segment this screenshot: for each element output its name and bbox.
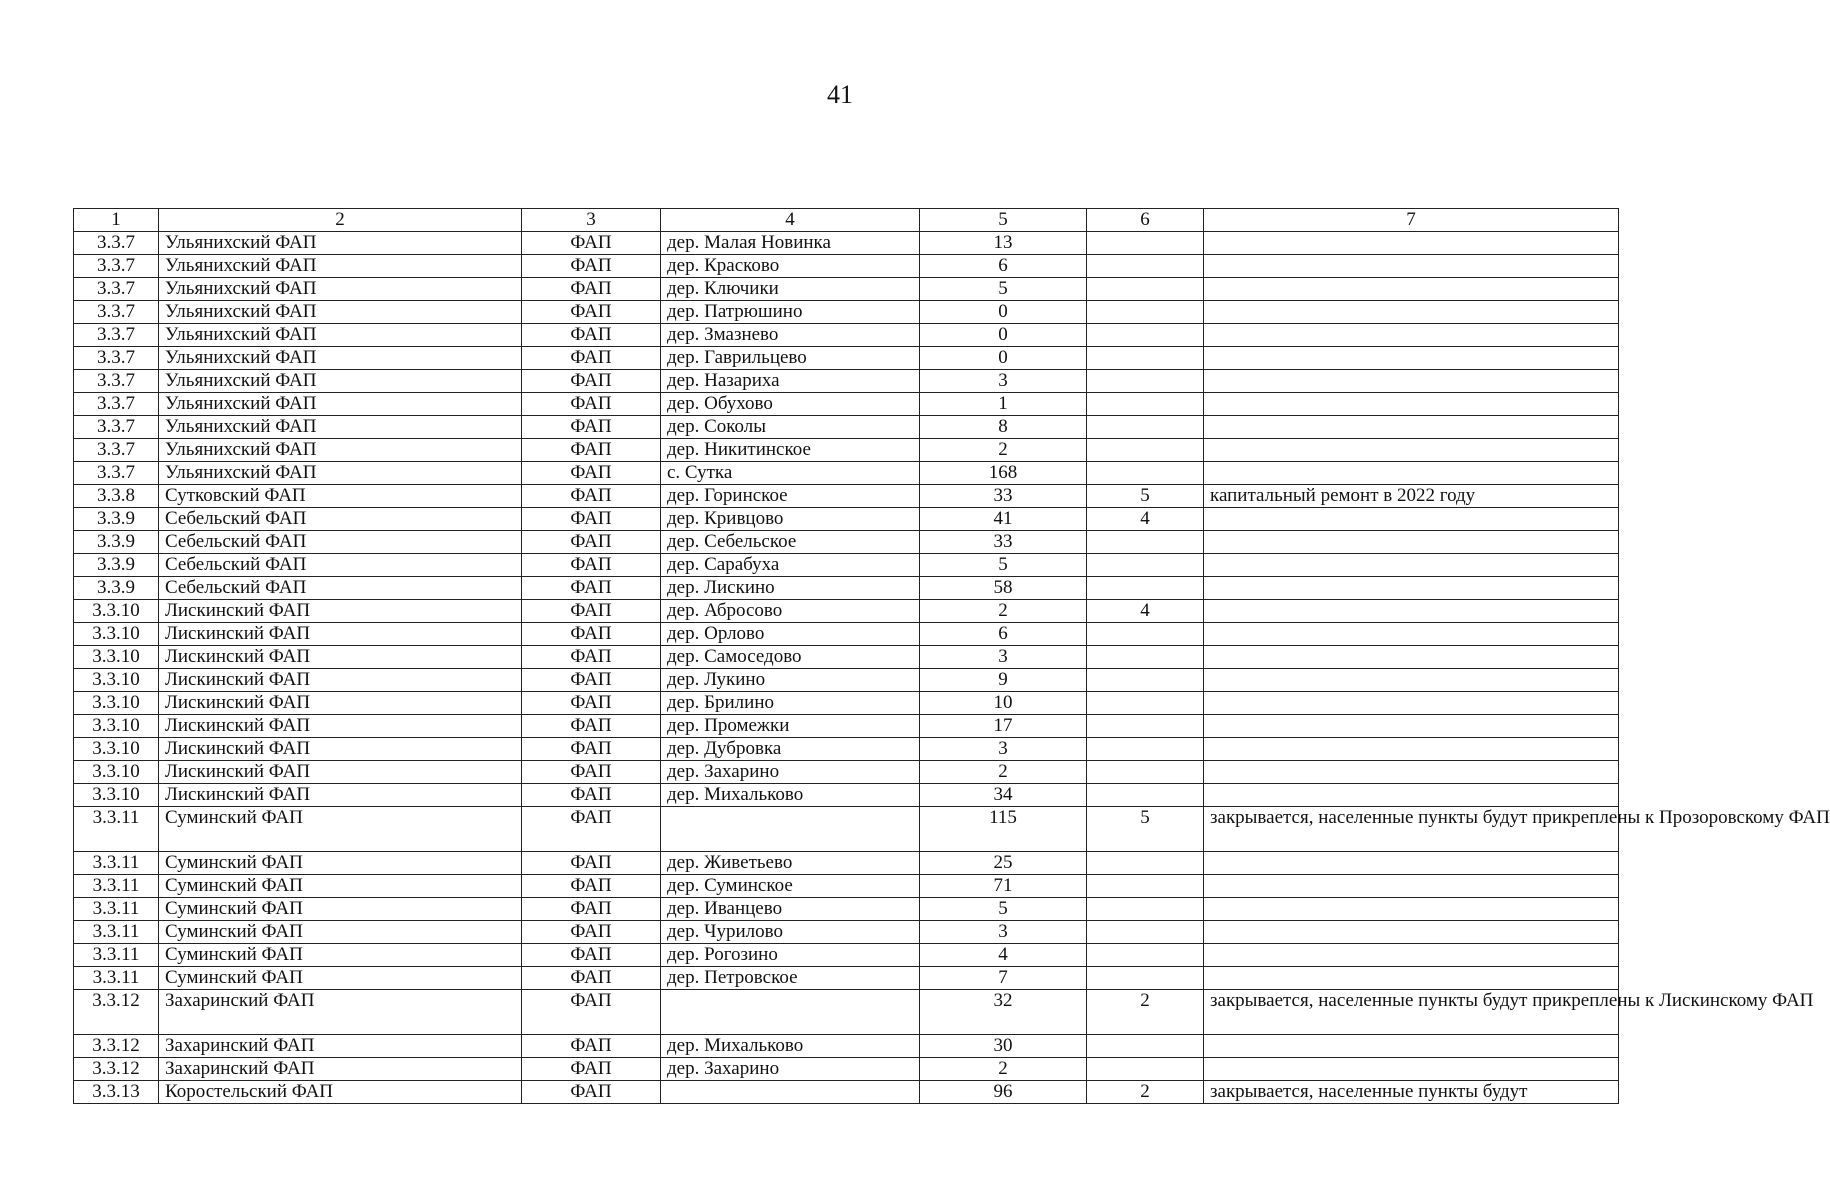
- cell-facility-type: ФАП: [522, 807, 661, 852]
- cell-population: 5: [920, 278, 1087, 301]
- cell-facility-name: Лискинский ФАП: [159, 669, 522, 692]
- cell-note: [1204, 784, 1619, 807]
- cell-row-number: 3.3.7: [74, 324, 159, 347]
- cell-note: [1204, 278, 1619, 301]
- cell-row-number: 3.3.10: [74, 600, 159, 623]
- cell-population: 6: [920, 255, 1087, 278]
- cell-facility-type: ФАП: [522, 967, 661, 990]
- cell-facility-name: Захаринский ФАП: [159, 990, 522, 1035]
- cell-facility-name: Ульянихский ФАП: [159, 439, 522, 462]
- cell-population: 7: [920, 967, 1087, 990]
- cell-staff-count: 4: [1087, 600, 1204, 623]
- table-row: [74, 554, 1619, 577]
- table-row: [74, 646, 1619, 669]
- cell-staff-count: [1087, 738, 1204, 761]
- cell-note: [1204, 416, 1619, 439]
- cell-population: 2: [920, 439, 1087, 462]
- cell-population: 5: [920, 898, 1087, 921]
- cell-row-number: 3.3.9: [74, 508, 159, 531]
- cell-staff-count: [1087, 577, 1204, 600]
- cell-note: [1204, 600, 1619, 623]
- cell-facility-type: ФАП: [522, 554, 661, 577]
- cell-row-number: 3.3.12: [74, 1058, 159, 1081]
- cell-row-number: 3.3.9: [74, 531, 159, 554]
- cell-facility-type: ФАП: [522, 439, 661, 462]
- cell-population: 58: [920, 577, 1087, 600]
- cell-population: 3: [920, 921, 1087, 944]
- cell-row-number: 3.3.10: [74, 692, 159, 715]
- cell-settlement: дер. Михальково: [661, 784, 920, 807]
- cell-staff-count: [1087, 715, 1204, 738]
- table-row: [74, 898, 1619, 921]
- cell-staff-count: [1087, 784, 1204, 807]
- cell-note: [1204, 852, 1619, 875]
- cell-staff-count: 2: [1087, 1081, 1204, 1104]
- cell-note: [1204, 738, 1619, 761]
- cell-settlement: дер. Абросово: [661, 600, 920, 623]
- cell-facility-name: Ульянихский ФАП: [159, 393, 522, 416]
- cell-note: [1204, 439, 1619, 462]
- cell-row-number: 3.3.11: [74, 898, 159, 921]
- cell-note: [1204, 462, 1619, 485]
- cell-facility-name: Себельский ФАП: [159, 577, 522, 600]
- cell-population: 33: [920, 531, 1087, 554]
- cell-staff-count: [1087, 278, 1204, 301]
- cell-note: [1204, 1035, 1619, 1058]
- cell-population: 115: [920, 807, 1087, 852]
- cell-facility-type: ФАП: [522, 600, 661, 623]
- cell-facility-name: Захаринский ФАП: [159, 1058, 522, 1081]
- cell-facility-type: ФАП: [522, 232, 661, 255]
- page-number: 41: [827, 80, 853, 109]
- cell-row-number: 3.3.11: [74, 852, 159, 875]
- cell-note: [1204, 577, 1619, 600]
- cell-settlement: дер. Михальково: [661, 1035, 920, 1058]
- table-row: [74, 692, 1619, 715]
- cell-settlement: дер. Себельское: [661, 531, 920, 554]
- cell-row-number: 3.3.11: [74, 921, 159, 944]
- cell-staff-count: [1087, 554, 1204, 577]
- cell-settlement: дер. Рогозино: [661, 944, 920, 967]
- cell-facility-type: ФАП: [522, 577, 661, 600]
- cell-note: [1204, 875, 1619, 898]
- cell-note: [1204, 255, 1619, 278]
- cell-facility-name: Коростельский ФАП: [159, 1081, 522, 1104]
- cell-settlement: дер. Горинское: [661, 485, 920, 508]
- cell-settlement: дер. Дубровка: [661, 738, 920, 761]
- cell-facility-type: ФАП: [522, 944, 661, 967]
- cell-staff-count: [1087, 301, 1204, 324]
- cell-facility-type: ФАП: [522, 921, 661, 944]
- cell-staff-count: [1087, 255, 1204, 278]
- table-row: [74, 439, 1619, 462]
- cell-staff-count: [1087, 232, 1204, 255]
- cell-row-number: 3.3.7: [74, 232, 159, 255]
- cell-staff-count: [1087, 1058, 1204, 1081]
- table-row: [74, 531, 1619, 554]
- cell-population: 9: [920, 669, 1087, 692]
- cell-note: закрывается, населенные пункты будут прикреплены к Лискинскому ФАП: [1204, 990, 1619, 1035]
- cell-population: 3: [920, 646, 1087, 669]
- cell-population: 71: [920, 875, 1087, 898]
- cell-facility-name: Лискинский ФАП: [159, 715, 522, 738]
- cell-facility-name: Сутковский ФАП: [159, 485, 522, 508]
- cell-note: закрывается, населенные пункты будут: [1204, 1081, 1619, 1104]
- cell-facility-name: Лискинский ФАП: [159, 692, 522, 715]
- cell-population: 10: [920, 692, 1087, 715]
- cell-facility-name: Суминский ФАП: [159, 967, 522, 990]
- cell-settlement: дер. Чурилово: [661, 921, 920, 944]
- table-header-row: [74, 209, 1619, 232]
- cell-staff-count: [1087, 439, 1204, 462]
- cell-population: 34: [920, 784, 1087, 807]
- cell-facility-name: Ульянихский ФАП: [159, 416, 522, 439]
- cell-facility-type: ФАП: [522, 852, 661, 875]
- cell-facility-type: ФАП: [522, 1058, 661, 1081]
- cell-staff-count: [1087, 646, 1204, 669]
- table-row: [74, 278, 1619, 301]
- cell-facility-type: ФАП: [522, 301, 661, 324]
- table-row: [74, 600, 1619, 623]
- cell-note: [1204, 692, 1619, 715]
- cell-note: [1204, 669, 1619, 692]
- cell-settlement: дер. Кривцово: [661, 508, 920, 531]
- cell-population: 2: [920, 761, 1087, 784]
- cell-settlement: дер. Патрюшино: [661, 301, 920, 324]
- table-row: [74, 416, 1619, 439]
- cell-settlement: дер. Иванцево: [661, 898, 920, 921]
- cell-note: [1204, 715, 1619, 738]
- cell-facility-name: Суминский ФАП: [159, 852, 522, 875]
- cell-note: [1204, 967, 1619, 990]
- cell-row-number: 3.3.7: [74, 462, 159, 485]
- cell-facility-name: Себельский ФАП: [159, 554, 522, 577]
- cell-row-number: 3.3.7: [74, 439, 159, 462]
- cell-row-number: 3.3.10: [74, 784, 159, 807]
- table-row: [74, 508, 1619, 531]
- cell-settlement: [661, 1081, 920, 1104]
- cell-row-number: 3.3.13: [74, 1081, 159, 1104]
- cell-settlement: [661, 990, 920, 1035]
- column-header-2: 2: [159, 209, 522, 232]
- cell-row-number: 3.3.7: [74, 416, 159, 439]
- cell-facility-name: Себельский ФАП: [159, 508, 522, 531]
- cell-row-number: 3.3.7: [74, 347, 159, 370]
- cell-staff-count: [1087, 416, 1204, 439]
- cell-facility-name: Ульянихский ФАП: [159, 370, 522, 393]
- cell-facility-name: Ульянихский ФАП: [159, 255, 522, 278]
- cell-row-number: 3.3.7: [74, 370, 159, 393]
- table-row: [74, 393, 1619, 416]
- cell-staff-count: [1087, 1035, 1204, 1058]
- cell-note: [1204, 508, 1619, 531]
- cell-population: 1: [920, 393, 1087, 416]
- table-row: [74, 301, 1619, 324]
- cell-staff-count: 2: [1087, 990, 1204, 1035]
- cell-staff-count: [1087, 531, 1204, 554]
- cell-facility-type: ФАП: [522, 1035, 661, 1058]
- cell-facility-type: ФАП: [522, 669, 661, 692]
- cell-row-number: 3.3.9: [74, 554, 159, 577]
- cell-facility-type: ФАП: [522, 784, 661, 807]
- cell-staff-count: [1087, 898, 1204, 921]
- cell-row-number: 3.3.8: [74, 485, 159, 508]
- cell-row-number: 3.3.10: [74, 623, 159, 646]
- cell-population: 3: [920, 370, 1087, 393]
- column-header-5: 5: [920, 209, 1087, 232]
- cell-population: 0: [920, 347, 1087, 370]
- cell-staff-count: [1087, 370, 1204, 393]
- cell-note: [1204, 531, 1619, 554]
- table-row: [74, 761, 1619, 784]
- cell-staff-count: 5: [1087, 485, 1204, 508]
- table-row: [74, 967, 1619, 990]
- cell-staff-count: [1087, 761, 1204, 784]
- cell-staff-count: [1087, 692, 1204, 715]
- cell-facility-type: ФАП: [522, 1081, 661, 1104]
- cell-row-number: 3.3.7: [74, 301, 159, 324]
- cell-facility-name: Суминский ФАП: [159, 921, 522, 944]
- cell-facility-type: ФАП: [522, 485, 661, 508]
- cell-settlement: дер. Малая Новинка: [661, 232, 920, 255]
- cell-row-number: 3.3.10: [74, 715, 159, 738]
- cell-population: 13: [920, 232, 1087, 255]
- table-row: [74, 370, 1619, 393]
- table-body: [74, 232, 1830, 1104]
- cell-note: капитальный ремонт в 2022 году: [1204, 485, 1619, 508]
- cell-row-number: 3.3.11: [74, 807, 159, 852]
- cell-facility-name: Суминский ФАП: [159, 898, 522, 921]
- cell-settlement: дер. Промежки: [661, 715, 920, 738]
- table-row: [74, 715, 1619, 738]
- cell-staff-count: [1087, 623, 1204, 646]
- cell-note: [1204, 232, 1619, 255]
- cell-facility-type: ФАП: [522, 990, 661, 1035]
- cell-population: 3: [920, 738, 1087, 761]
- cell-settlement: дер. Змазнево: [661, 324, 920, 347]
- cell-facility-name: Лискинский ФАП: [159, 600, 522, 623]
- cell-facility-type: ФАП: [522, 416, 661, 439]
- column-header-4: 4: [661, 209, 920, 232]
- cell-facility-name: Ульянихский ФАП: [159, 232, 522, 255]
- cell-facility-name: Лискинский ФАП: [159, 738, 522, 761]
- cell-facility-type: ФАП: [522, 370, 661, 393]
- cell-staff-count: [1087, 944, 1204, 967]
- cell-settlement: дер. Лискино: [661, 577, 920, 600]
- cell-population: 30: [920, 1035, 1087, 1058]
- table-row: [74, 1035, 1619, 1058]
- cell-facility-type: ФАП: [522, 393, 661, 416]
- cell-note: [1204, 921, 1619, 944]
- table-row: [74, 232, 1619, 255]
- cell-facility-name: Лискинский ФАП: [159, 623, 522, 646]
- column-header-3: 3: [522, 209, 661, 232]
- cell-population: 25: [920, 852, 1087, 875]
- table-row: [74, 738, 1619, 761]
- table-row: [74, 944, 1619, 967]
- cell-staff-count: [1087, 921, 1204, 944]
- cell-settlement: дер. Брилино: [661, 692, 920, 715]
- cell-settlement: дер. Ключики: [661, 278, 920, 301]
- table-row: [74, 669, 1619, 692]
- cell-facility-name: Ульянихский ФАП: [159, 301, 522, 324]
- table-row: [74, 875, 1619, 898]
- cell-facility-type: ФАП: [522, 278, 661, 301]
- cell-settlement: дер. Захарино: [661, 1058, 920, 1081]
- cell-row-number: 3.3.11: [74, 944, 159, 967]
- cell-staff-count: [1087, 393, 1204, 416]
- cell-settlement: с. Сутка: [661, 462, 920, 485]
- cell-facility-name: Лискинский ФАП: [159, 784, 522, 807]
- cell-facility-type: ФАП: [522, 508, 661, 531]
- cell-population: 33: [920, 485, 1087, 508]
- column-header-6: 6: [1087, 209, 1204, 232]
- cell-note: [1204, 393, 1619, 416]
- cell-facility-type: ФАП: [522, 623, 661, 646]
- cell-row-number: 3.3.10: [74, 669, 159, 692]
- table-row: [74, 784, 1619, 807]
- data-table: [73, 208, 1830, 1104]
- cell-settlement: дер. Сарабуха: [661, 554, 920, 577]
- cell-row-number: 3.3.10: [74, 738, 159, 761]
- cell-row-number: 3.3.10: [74, 646, 159, 669]
- cell-row-number: 3.3.7: [74, 278, 159, 301]
- cell-facility-type: ФАП: [522, 324, 661, 347]
- cell-staff-count: 4: [1087, 508, 1204, 531]
- table-row: [74, 990, 1619, 1035]
- cell-facility-type: ФАП: [522, 531, 661, 554]
- cell-note: закрывается, населенные пункты будут прикреплены к Прозоровскому ФАП: [1204, 807, 1619, 852]
- cell-row-number: 3.3.11: [74, 875, 159, 898]
- table-row: [74, 347, 1619, 370]
- cell-staff-count: [1087, 967, 1204, 990]
- cell-facility-name: Суминский ФАП: [159, 944, 522, 967]
- cell-population: 41: [920, 508, 1087, 531]
- cell-note: [1204, 554, 1619, 577]
- cell-note: [1204, 1058, 1619, 1081]
- column-header-7: 7: [1204, 209, 1619, 232]
- cell-staff-count: [1087, 462, 1204, 485]
- table-row: [74, 462, 1619, 485]
- cell-note: [1204, 324, 1619, 347]
- cell-facility-name: Суминский ФАП: [159, 807, 522, 852]
- cell-staff-count: [1087, 852, 1204, 875]
- table-row: [74, 852, 1619, 875]
- table-row: [74, 921, 1619, 944]
- cell-facility-type: ФАП: [522, 692, 661, 715]
- cell-row-number: 3.3.10: [74, 761, 159, 784]
- cell-population: 32: [920, 990, 1087, 1035]
- cell-population: 0: [920, 301, 1087, 324]
- cell-settlement: дер. Живетьево: [661, 852, 920, 875]
- cell-settlement: дер. Захарино: [661, 761, 920, 784]
- cell-staff-count: 5: [1087, 807, 1204, 852]
- cell-settlement: дер. Орлово: [661, 623, 920, 646]
- cell-population: 0: [920, 324, 1087, 347]
- cell-settlement: [661, 807, 920, 852]
- cell-settlement: дер. Соколы: [661, 416, 920, 439]
- cell-facility-type: ФАП: [522, 347, 661, 370]
- cell-settlement: дер. Никитинское: [661, 439, 920, 462]
- table-row: [74, 485, 1619, 508]
- cell-settlement: дер. Назариха: [661, 370, 920, 393]
- cell-row-number: 3.3.7: [74, 255, 159, 278]
- cell-row-number: 3.3.9: [74, 577, 159, 600]
- cell-facility-type: ФАП: [522, 761, 661, 784]
- cell-note: [1204, 898, 1619, 921]
- table-row: [74, 1058, 1619, 1081]
- cell-staff-count: [1087, 875, 1204, 898]
- cell-population: 2: [920, 1058, 1087, 1081]
- cell-settlement: дер. Самоседово: [661, 646, 920, 669]
- cell-row-number: 3.3.12: [74, 990, 159, 1035]
- cell-facility-type: ФАП: [522, 715, 661, 738]
- cell-note: [1204, 347, 1619, 370]
- cell-population: 96: [920, 1081, 1087, 1104]
- cell-facility-name: Суминский ФАП: [159, 875, 522, 898]
- cell-facility-name: Ульянихский ФАП: [159, 278, 522, 301]
- cell-population: 168: [920, 462, 1087, 485]
- cell-note: [1204, 301, 1619, 324]
- cell-staff-count: [1087, 669, 1204, 692]
- table-row: [74, 324, 1619, 347]
- cell-facility-type: ФАП: [522, 255, 661, 278]
- cell-facility-name: Лискинский ФАП: [159, 646, 522, 669]
- cell-row-number: 3.3.7: [74, 393, 159, 416]
- cell-settlement: дер. Красково: [661, 255, 920, 278]
- cell-row-number: 3.3.12: [74, 1035, 159, 1058]
- table-row: [74, 255, 1619, 278]
- cell-facility-name: Захаринский ФАП: [159, 1035, 522, 1058]
- cell-settlement: дер. Гаврильцево: [661, 347, 920, 370]
- cell-facility-type: ФАП: [522, 738, 661, 761]
- cell-settlement: дер. Суминское: [661, 875, 920, 898]
- cell-facility-type: ФАП: [522, 462, 661, 485]
- cell-settlement: дер. Обухово: [661, 393, 920, 416]
- cell-note: [1204, 370, 1619, 393]
- cell-facility-name: Ульянихский ФАП: [159, 324, 522, 347]
- cell-settlement: дер. Лукино: [661, 669, 920, 692]
- table-row: [74, 1081, 1619, 1104]
- cell-population: 4: [920, 944, 1087, 967]
- cell-facility-type: ФАП: [522, 875, 661, 898]
- cell-staff-count: [1087, 324, 1204, 347]
- table-row: [74, 623, 1619, 646]
- cell-population: 2: [920, 600, 1087, 623]
- cell-population: 6: [920, 623, 1087, 646]
- table-row: [74, 577, 1619, 600]
- cell-staff-count: [1087, 347, 1204, 370]
- cell-population: 5: [920, 554, 1087, 577]
- cell-note: [1204, 623, 1619, 646]
- cell-note: [1204, 646, 1619, 669]
- cell-facility-type: ФАП: [522, 898, 661, 921]
- table-row: [74, 807, 1619, 852]
- cell-population: 8: [920, 416, 1087, 439]
- cell-facility-name: Себельский ФАП: [159, 531, 522, 554]
- cell-facility-name: Ульянихский ФАП: [159, 462, 522, 485]
- cell-facility-name: Ульянихский ФАП: [159, 347, 522, 370]
- cell-facility-name: Лискинский ФАП: [159, 761, 522, 784]
- cell-note: [1204, 761, 1619, 784]
- cell-row-number: 3.3.11: [74, 967, 159, 990]
- column-header-1: 1: [74, 209, 159, 232]
- cell-note: [1204, 944, 1619, 967]
- cell-settlement: дер. Петровское: [661, 967, 920, 990]
- cell-population: 17: [920, 715, 1087, 738]
- cell-facility-type: ФАП: [522, 646, 661, 669]
